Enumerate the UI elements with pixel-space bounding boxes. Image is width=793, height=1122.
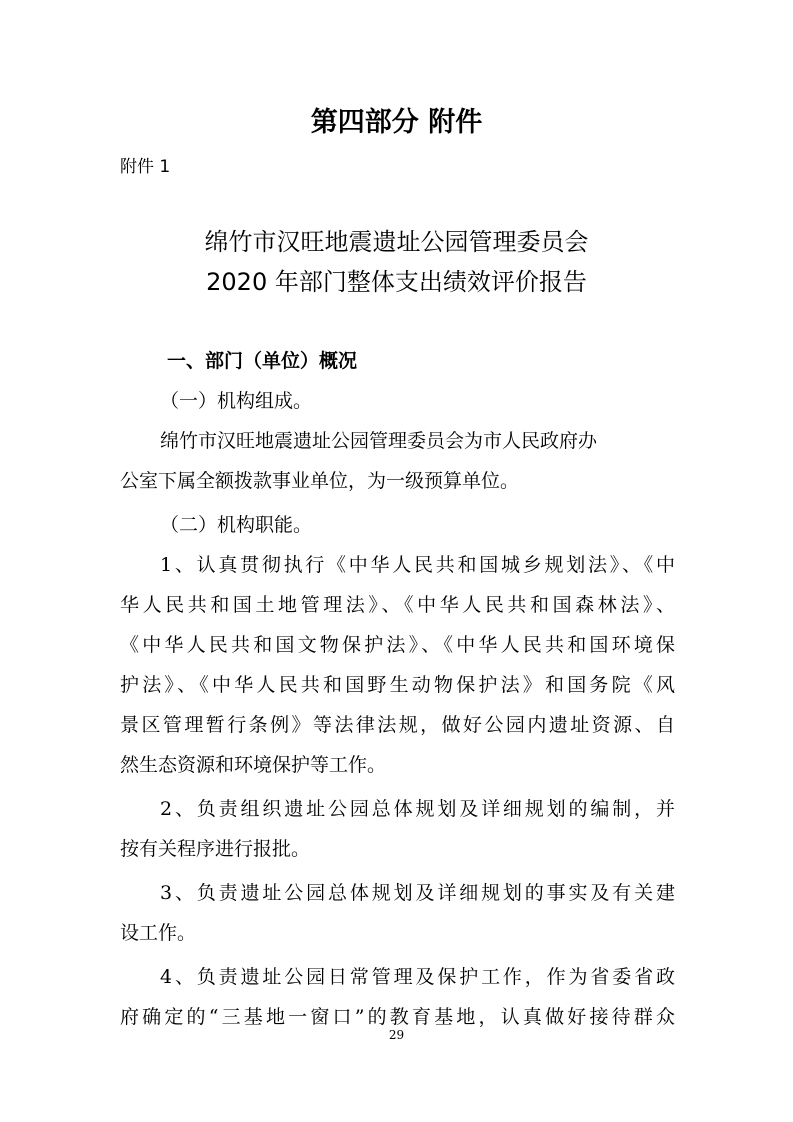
paragraph-line: 护法》、《中华人民共和国野生动物保护法》和国务院《风 (120, 674, 675, 696)
part-title: 第四部分 附件 (310, 107, 483, 138)
page-number: 29 (388, 1028, 405, 1042)
paragraph-line: 府确定的“三基地一窗口”的教育基地，认真做好接待群众 (120, 1006, 675, 1028)
paragraph-line: 绵竹市汉旺地震遗址公园管理委员会为市人民政府办 (160, 430, 598, 452)
paragraph-line: 1、认真贯彻执行《中华人民共和国城乡规划法》、《中 (160, 554, 675, 576)
section-heading-overview: 一、部门（单位）概况 (167, 350, 358, 372)
paragraph-line: 设工作。 (120, 922, 197, 944)
paragraph-line: 华人民共和国土地管理法》、《中华人民共和国森林法》、 (120, 594, 675, 616)
subsection-heading-functions: （二）机构职能。 (160, 514, 313, 536)
report-title-line-1: 绵竹市汉旺地震遗址公园管理委员会 (204, 228, 589, 256)
paragraph-line: 3、负责遗址公园总体规划及详细规划的事实及有关建 (160, 882, 675, 904)
subsection-heading-composition: （一）机构组成。 (160, 390, 313, 412)
paragraph-line: 2、负责组织遗址公园总体规划及详细规划的编制，并 (160, 798, 675, 820)
report-title-line-2: 2020 年部门整体支出绩效评价报告 (206, 268, 587, 296)
attachment-label: 附件 1 (120, 157, 171, 177)
paragraph-line: 《中华人民共和国文物保护法》、《中华人民共和国环境保 (120, 634, 675, 656)
paragraph-line: 公室下属全额拨款事业单位，为一级预算单位。 (120, 470, 520, 492)
paragraph-line: 然生态资源和环境保护等工作。 (120, 754, 387, 776)
paragraph-line: 景区管理暂行条例》等法律法规，做好公园内遗址资源、自 (120, 714, 675, 736)
paragraph-line: 按有关程序进行报批。 (120, 838, 311, 860)
paragraph-line: 4、负责遗址公园日常管理及保护工作，作为省委省政 (160, 966, 675, 988)
